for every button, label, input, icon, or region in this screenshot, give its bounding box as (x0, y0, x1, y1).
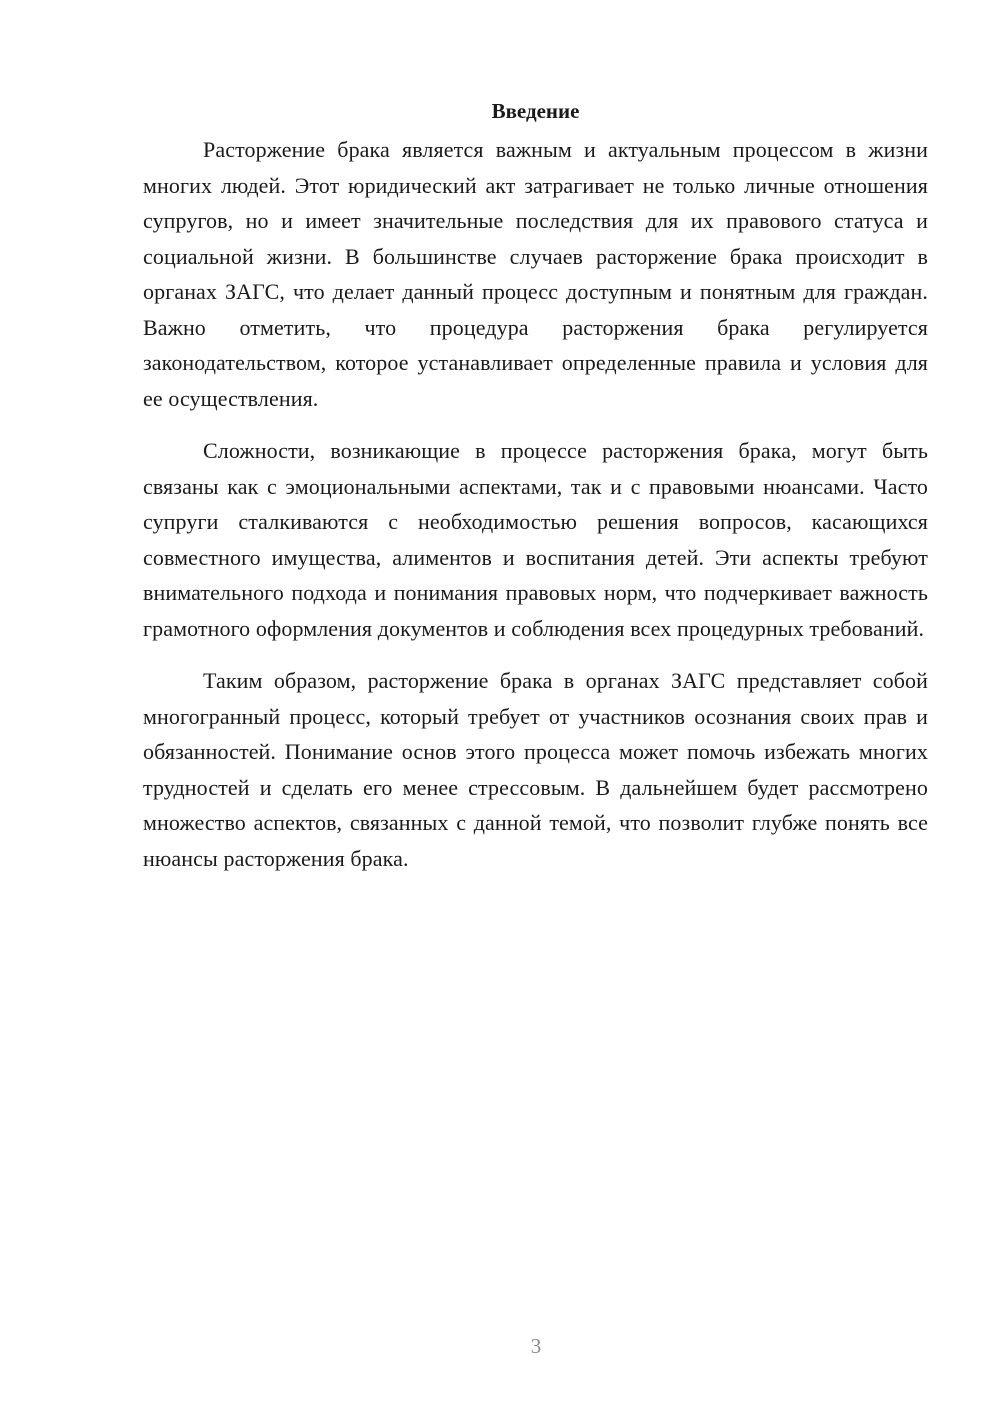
section-heading: Введение (491, 99, 580, 123)
paragraph-1: Расторжение брака является важным и актуальным процессом в жизни многих людей. Этот юридический акт затрагивает не только личные отношения супругов, но и имеет значительные последствия для их правового статуса и социальной жизни. В большинстве случаев расторжение брака происходит в органах ЗАГС, что делает данный процесс доступным и понятным для граждан. Важно отметить, что процедура расторжения брака регулируется законодательством, которое устанавливает определенные правила и условия для ее осуществления. (143, 137, 928, 411)
paragraph-3: Таким образом, расторжение брака в органах ЗАГС представляет собой многогранный процесс, который требует от участников осознания своих прав и обязанностей. Понимание основ этого процесса может помочь избежать многих трудностей и сделать его менее стрессовым. В дальнейшем будет рассмотрено множество аспектов, связанных с данной темой, что позволит глубже понять все нюансы расторжения брака. (143, 668, 928, 871)
page-content (143, 96, 928, 893)
page-number: 3 (530, 1334, 542, 1358)
paragraph-2: Сложности, возникающие в процессе расторжения брака, могут быть связаны как с эмоциональными аспектами, так и с правовыми нюансами. Часто супруги сталкиваются с необходимостью решения вопросов, касающихся совместного имущества, алиментов и воспитания детей. Эти аспекты требуют внимательного подхода и понимания правовых норм, что подчеркивает важность грамотного оформления документов и соблюдения всех процедурных требований. (143, 438, 928, 641)
